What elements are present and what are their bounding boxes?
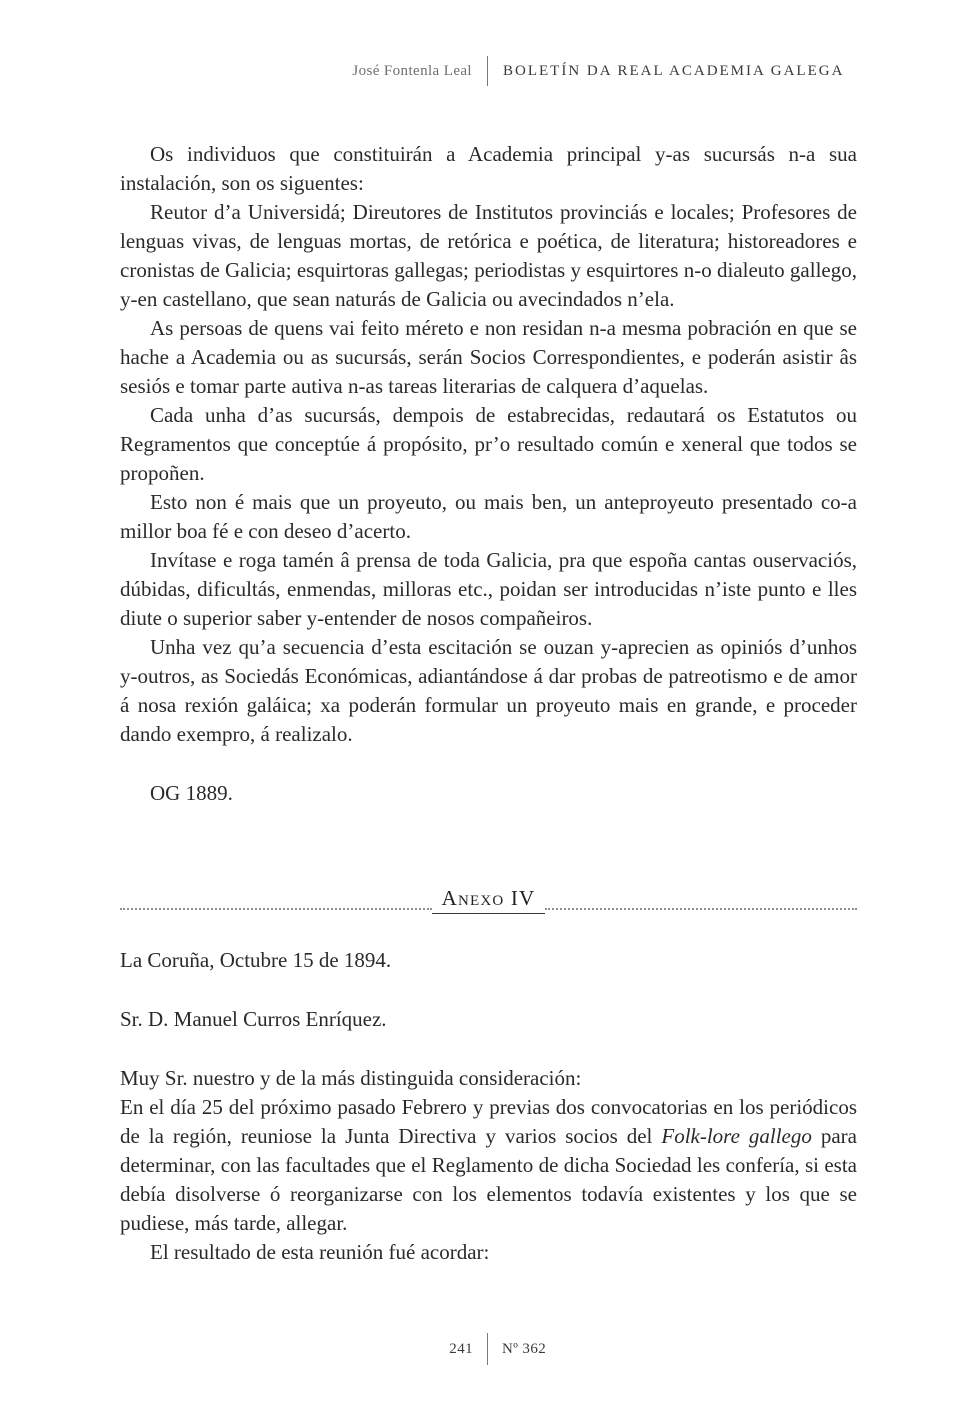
header-author-cell xyxy=(0,62,487,80)
paragraph: Esto non é mais que un proyeuto, ou mais ben, un anteproyeuto presentado co-a millor boa fé e con deseo d’acerto. xyxy=(120,490,857,543)
footer-page-cell xyxy=(0,1340,487,1358)
page-number: 241 xyxy=(449,1341,473,1357)
page-footer xyxy=(0,1333,975,1365)
letter-salutation: Muy Sr. nuestro y de la más distinguida consideración: xyxy=(120,1066,582,1090)
article-body xyxy=(120,140,857,1267)
letter-italic-title: Folk-lore gallego xyxy=(661,1124,812,1148)
letter-text-before: En el día 25 del próximo pasado Febrero y previas dos convocatorias en los periódicos de la región, reuniose la Junta Directiva y varios socios del xyxy=(120,1095,857,1148)
footer-issue-cell xyxy=(488,1340,975,1358)
paragraph: Invítase e roga tamén â prensa de toda Galicia, pra que espoña cantas ouservaciós, dúbidas, dificultás, enmendas, milloras etc., poidan ser introducidas n’iste punto e lles diute o superior saber y-entender de nosos compañeiros. xyxy=(120,548,857,630)
paragraph: Unha vez qu’a secuencia d’esta escitación se ouzan y-aprecien as opiniós d’unhos y-outros, as Sociedás Económicas, adiantándose á dar probas de patreotismo e de amor á nosa rexión galáica; xa poderán formular un proyeuto mais en grande, e proceder dando exempro, á realizalo. xyxy=(120,635,857,746)
letter-paragraph xyxy=(120,1093,857,1238)
annex-heading-rule xyxy=(120,886,857,914)
letter-recipient: Sr. D. Manuel Curros Enríquez. xyxy=(120,1007,387,1031)
author-name: José Fontenla Leal xyxy=(352,63,472,79)
paragraph: As persoas de quens vai feito méreto e non residan n-a mesma pobración en que se hache a Academia ou as sucursás, serán Socios Correspondientes, e poderán asistir âs sesiós e tomar parte autiva n-as tareas literarias de calquera d’aquelas. xyxy=(120,316,857,398)
letter-closing-line: El resultado de esta reunión fué acordar: xyxy=(150,1240,490,1264)
paragraph: Reutor d’a Universidá; Direutores de Institutos provinciás e locales; Profesores de lenguas vivas, de lenguas mortas, de retórica e poética, de literatura; historeadores e cronistas de Galicia; esquirtoras gallegas; periodistas y esquirtores n-o dialeuto gallego, y-en castellano, que sean naturás de Galicia ou avecindados n’ela. xyxy=(120,200,857,311)
paragraph: Cada unha d’as sucursás, dempois de estabrecidas, redautará os Estatutos ou Regramentos que conceptúe á propósito, pr’o resultado común e xeneral que todos se propoñen. xyxy=(120,403,857,485)
paragraph: Os individuos que constituirán a Academia principal y-as sucursás n-a sua instalación, son os siguentes: xyxy=(120,142,857,195)
header-journal-cell xyxy=(488,62,975,80)
dotted-rule-left xyxy=(120,908,432,910)
annex-heading: Anexo IV xyxy=(432,886,546,914)
issue-number: Nº 362 xyxy=(502,1341,547,1357)
letter-text-after: para determinar, con las facultades que el Reglamento de dicha Sociedad les confería, si esta debía disolverse ó reorganizarse con los elementos todavía existentes y los que se pudiese, más tarde, allegar. xyxy=(120,1124,857,1235)
date-signature: OG 1889. xyxy=(150,781,233,805)
dotted-rule-right xyxy=(545,908,857,910)
page-header xyxy=(0,56,975,86)
letter-date: La Coruña, Octubre 15 de 1894. xyxy=(120,948,392,972)
journal-title: BOLETÍN DA REAL ACADEMIA GALEGA xyxy=(503,63,845,79)
